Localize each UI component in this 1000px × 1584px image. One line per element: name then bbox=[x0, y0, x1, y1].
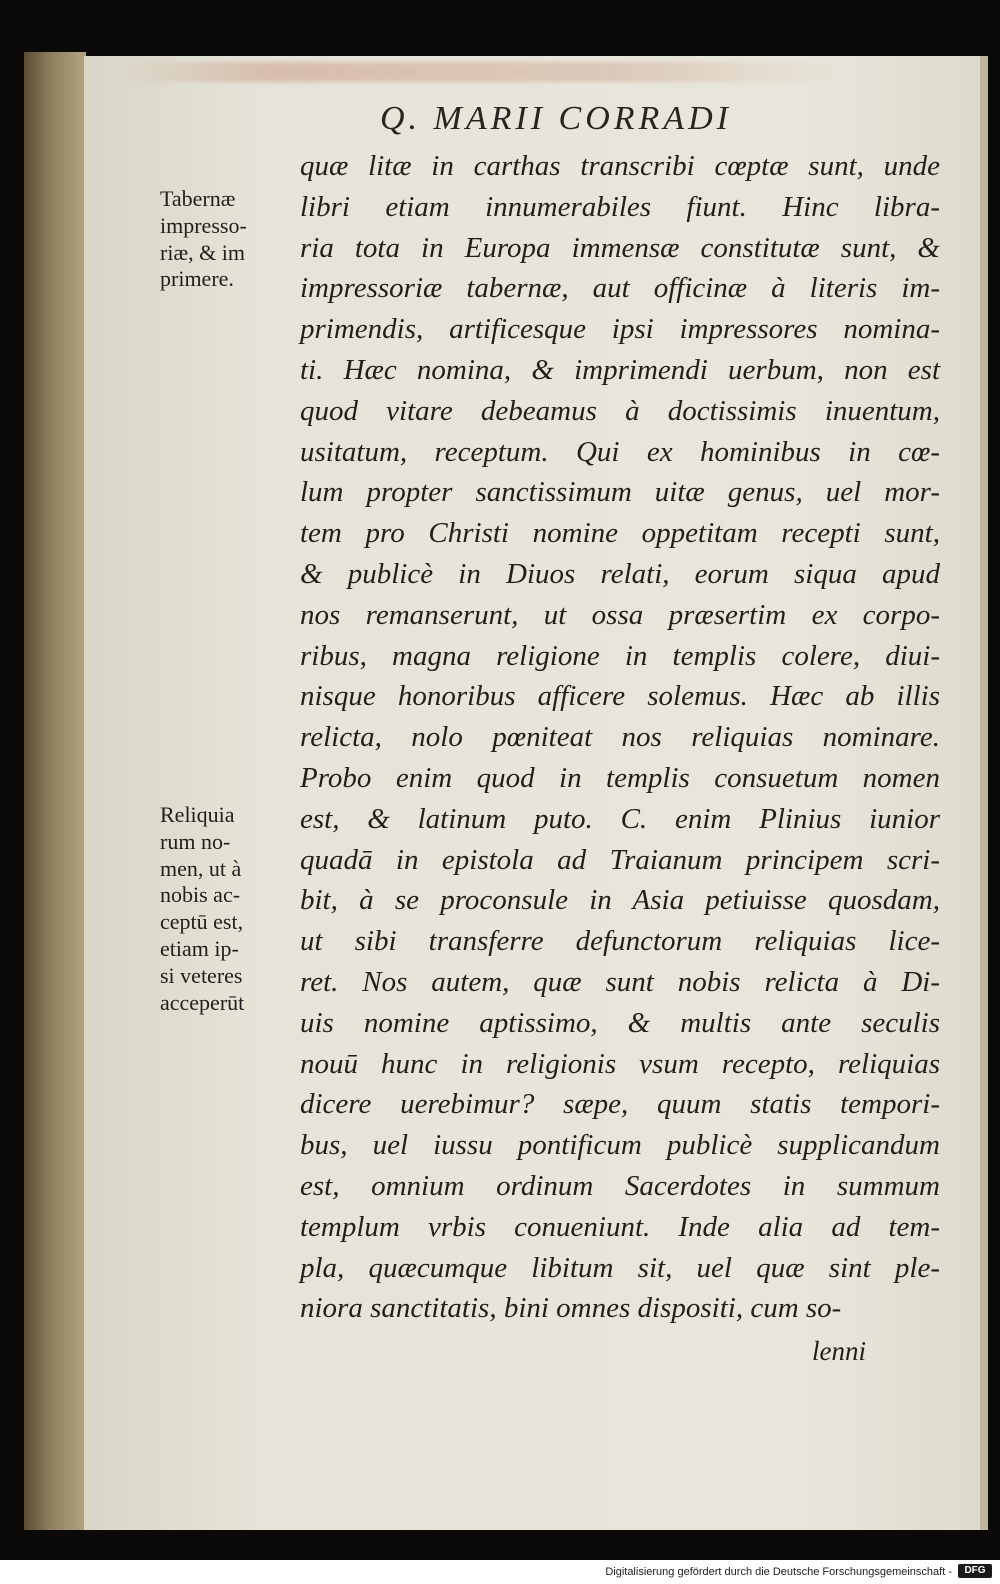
text-line: templum vrbis conueniunt. Inde alia ad tem- bbox=[300, 1210, 940, 1243]
text-line: bus, uel iussu pontificum publicè supplicandum bbox=[300, 1129, 940, 1162]
running-head: Q. MARII CORRADI bbox=[380, 100, 732, 137]
margin-note-line: primere. bbox=[160, 266, 234, 292]
text-line: niora sanctitatis, bini omnes dispositi, cum so- bbox=[300, 1292, 842, 1325]
page-stain bbox=[120, 62, 840, 82]
text-line: quæ litæ in carthas transcribi cœptæ sunt, unde bbox=[300, 150, 940, 182]
dfg-logo: DFG bbox=[958, 1564, 992, 1578]
text-line: ret. Nos autem, quæ sunt nobis relicta à Di- bbox=[300, 965, 940, 998]
margin-note-line: rum no- bbox=[160, 828, 231, 854]
text-line: est, omnium ordinum Sacerdotes in summum bbox=[300, 1169, 940, 1202]
text-line: ti. Hæc nomina, & imprimendi uerbum, non est bbox=[300, 353, 940, 386]
page-edge-left bbox=[24, 52, 86, 1530]
margin-note-line: impresso- bbox=[160, 212, 247, 238]
margin-note-line: Reliquia bbox=[160, 802, 235, 827]
text-line: uis nomine aptissimo, & multis ante seculis bbox=[300, 1006, 940, 1039]
text-line: nos remanserunt, ut ossa præsertim ex corpo- bbox=[300, 598, 940, 631]
margin-note-line: ceptū est, bbox=[160, 909, 244, 935]
text-line: nisque honoribus afficere solemus. Hæc ab illis bbox=[300, 680, 940, 713]
text-line: primendis, artificesque ipsi impressores nomina- bbox=[300, 313, 940, 346]
catchword: lenni bbox=[812, 1336, 866, 1366]
text-line: ria tota in Europa immensæ constitutæ sunt, & bbox=[300, 231, 940, 264]
margin-note-line: men, ut à bbox=[160, 855, 242, 881]
text-line: nouū hunc in religionis vsum recepto, reliquias bbox=[300, 1047, 940, 1080]
text-line: libri etiam innumerabiles fiunt. Hinc libra- bbox=[300, 190, 940, 223]
text-line: impressoriæ tabernæ, aut officinæ à literis im- bbox=[300, 272, 940, 305]
main-text-block bbox=[300, 146, 940, 1329]
margin-note-reliquiarum bbox=[160, 802, 292, 1016]
text-line: relicta, nolo pœniteat nos reliquias nominare. bbox=[300, 721, 940, 754]
margin-note-line: acceperūt bbox=[160, 989, 245, 1015]
margin-note-line: si veteres bbox=[160, 962, 243, 988]
margin-note-tabernae bbox=[160, 186, 292, 293]
margin-note-line: Tabernæ bbox=[160, 186, 236, 211]
text-line: Probo enim quod in templis consuetum nomen bbox=[300, 761, 940, 794]
text-line: lum propter sanctissimum uitæ genus, uel mor- bbox=[300, 476, 940, 509]
margin-note-line: riæ, & im bbox=[160, 239, 245, 265]
page-edge-right bbox=[980, 56, 988, 1530]
text-line: pla, quæcumque libitum sit, uel quæ sint ple- bbox=[300, 1251, 940, 1284]
text-line: ribus, magna religione in templis colere, diui- bbox=[300, 639, 940, 672]
text-line: quod vitare debeamus à doctissimis inuentum, bbox=[300, 394, 940, 427]
text-line: dicere uerebimur? sæpe, quum statis tempori- bbox=[300, 1088, 940, 1121]
text-line: tem pro Christi nomine oppetitam recepti sunt, bbox=[300, 517, 940, 550]
text-line: bit, à se proconsule in Asia petiuisse quosdam, bbox=[300, 884, 940, 917]
text-line: usitatum, receptum. Qui ex hominibus in cœ- bbox=[300, 435, 940, 468]
footer-credit: Digitalisierung gefördert durch die Deutsche Forschungsgemeinschaft - bbox=[605, 1566, 952, 1578]
text-line: est, & latinum puto. C. enim Plinius iunior bbox=[300, 802, 940, 835]
text-line: & publicè in Diuos relati, eorum siqua apud bbox=[300, 557, 940, 590]
margin-note-line: nobis ac- bbox=[160, 882, 241, 908]
text-line: ut sibi transferre defunctorum reliquias lice- bbox=[300, 925, 940, 958]
text-line: quadā in epistola ad Traianum principem scri- bbox=[300, 843, 940, 876]
margin-note-line: etiam ip- bbox=[160, 935, 239, 961]
